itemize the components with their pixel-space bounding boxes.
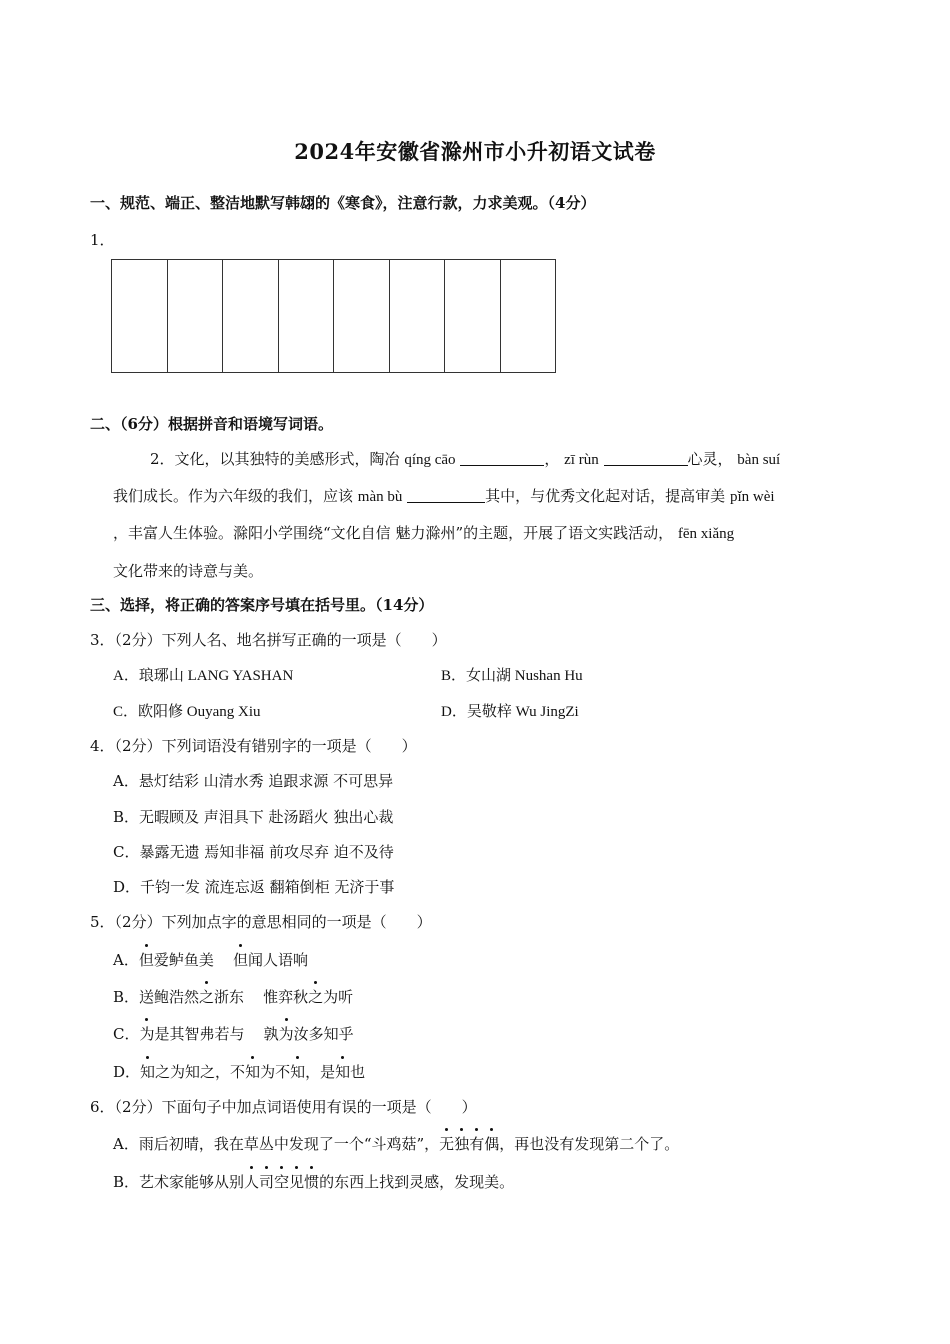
dotted-char: 独 [454,1135,470,1153]
question-5-option-a[interactable] [113,949,308,970]
pinyin: zī rùn [564,452,599,468]
dotted-char: 但 [232,951,248,969]
text: 是其智弗若与 孰 [154,1025,279,1043]
pinyin: qíng cāo [404,452,456,468]
answer-blank[interactable] [460,451,544,466]
grid-cell[interactable] [223,260,279,372]
grid-cell[interactable] [112,260,168,372]
text: 的东西上找到灵感，发现美。 [319,1173,515,1191]
pinyin: pǐn wèi [729,489,775,505]
text: 其中，与优秀文化起对话，提高审美 [485,487,726,505]
question-5-option-d[interactable] [113,1061,365,1082]
text: ，丰富人生体验。滁阳小学围绕“文化自信 魅力滁州”的主题，开展了语文实践活动， [113,524,674,542]
dotted-char: 知 [290,1063,306,1081]
question-3-option-d[interactable]: D．吴敬梓 Wu JingZi [441,704,579,720]
dotted-char: 空 [274,1173,290,1191]
grid-cell[interactable] [445,260,501,372]
dotted-char: 知 [245,1063,261,1081]
text: 也 [350,1063,366,1081]
text: 之为知之，不 [155,1063,246,1081]
question-4-option-b[interactable]: B．无暇顾及 声泪具下 赴汤蹈火 独出心裁 [113,808,394,826]
text: 闻人语响 [247,951,308,969]
question-4-option-c[interactable]: C．暴露无遗 焉知非福 前攻尽弃 迫不及待 [113,843,394,861]
question-6-option-b[interactable] [113,1171,514,1192]
question-5-stem: 5．（2分）下列加点字的意思相同的一项是（ ） [90,913,432,931]
grid-cell[interactable] [279,260,335,372]
text: A． [113,951,139,969]
text: 汝多知乎 [293,1025,354,1043]
text: 心灵， [687,450,733,468]
question-1-number: 1． [90,231,115,249]
dotted-char: 偶 [484,1135,500,1153]
text: 我们成长。作为六年级的我们，应该 [113,487,354,505]
dotted-char: 之 [308,988,324,1006]
text: ，再也没有发现第二个了。 [499,1135,680,1153]
question-3-option-a[interactable]: A．琅琊山 LANG YASHAN [113,668,294,684]
question-2-line-2 [113,485,775,506]
question-5-option-c[interactable] [113,1023,354,1044]
dotted-char: 无 [439,1135,455,1153]
page-title: 2024年安徽省滁州市小升初语文试卷 [294,139,656,164]
question-3-option-c[interactable]: C．欧阳修 Ouyang Xiu [113,704,261,720]
question-6-option-a[interactable] [113,1133,679,1154]
text: 为不 [260,1063,291,1081]
question-4-option-d[interactable]: D．千钧一发 流连忘返 翻箱倒柜 无济于事 [113,878,395,896]
text: 浙东 惟弈秋 [214,988,309,1006]
text: C． [113,1025,140,1043]
pinyin: màn bù [357,489,403,505]
dotted-char: 但 [138,951,154,969]
text: B．艺术家能够从别 [113,1173,245,1191]
question-2-line-4: 文化带来的诗意与美。 [113,562,264,580]
pinyin: bàn suí [737,452,781,468]
section-1-heading: 一、规范、端正、整洁地默写韩翃的《寒食》，注意行款，力求美观。（4分） [90,194,596,212]
dotted-char: 为 [278,1025,294,1043]
grid-cell[interactable] [334,260,390,372]
writing-grid[interactable] [111,259,556,373]
grid-cell[interactable] [168,260,224,372]
question-3-stem: 3．（2分）下列人名、地名拼写正确的一项是（ ） [90,631,447,649]
grid-cell[interactable] [501,260,556,372]
text: ， [544,450,560,468]
question-5-option-b[interactable] [113,986,353,1007]
section-3-heading: 三、选择，将正确的答案序号填在括号里。（14分） [90,596,434,614]
answer-blank[interactable] [604,451,688,466]
text: B．送鲍浩然 [113,988,200,1006]
question-4-option-a[interactable]: A．悬灯结彩 山清水秀 追跟求源 不可思异 [113,772,394,790]
dotted-char: 知 [335,1063,351,1081]
grid-cell[interactable] [390,260,446,372]
text: 爱鲈鱼美 [153,951,233,969]
text: D． [113,1063,141,1081]
question-2-line-1 [150,448,780,469]
question-4-stem: 4．（2分）下列词语没有错别字的一项是（ ） [90,737,417,755]
question-2-line-3 [113,522,734,543]
dotted-char: 司 [259,1173,275,1191]
dotted-char: 人 [244,1173,260,1191]
pinyin: fēn xiǎng [677,526,735,542]
question-6-stem: 6．（2分）下面句子中加点词语使用有误的一项是（ ） [90,1098,477,1116]
text: A．雨后初晴，我在草丛中发现了一个“斗鸡菇”， [113,1135,440,1153]
dotted-char: 见 [289,1173,305,1191]
question-3-option-b[interactable]: B．女山湖 Nushan Hu [441,668,583,684]
dotted-char: 知 [140,1063,156,1081]
text: 为听 [323,988,354,1006]
text: 2．文化，以其独特的美感形式，陶冶 [150,450,400,468]
text: ，是 [305,1063,336,1081]
dotted-char: 惯 [304,1173,320,1191]
section-2-heading: 二、（6分）根据拼音和语境写词语。 [90,415,333,433]
dotted-char: 为 [139,1025,155,1043]
dotted-char: 有 [469,1135,485,1153]
dotted-char: 之 [199,988,215,1006]
answer-blank[interactable] [407,488,485,503]
